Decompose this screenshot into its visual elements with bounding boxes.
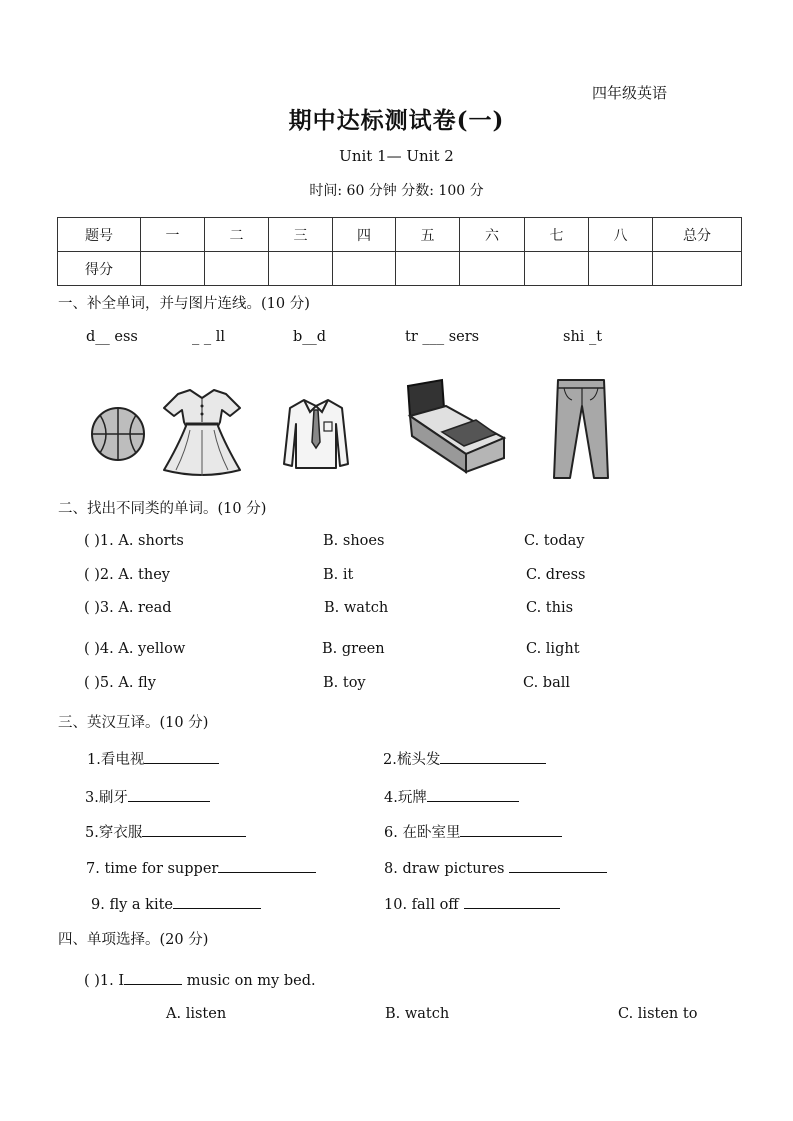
table-cell: 总分 bbox=[653, 218, 742, 252]
translation-item bbox=[87, 748, 219, 769]
question-option-a: ( )4. A. yellow bbox=[84, 641, 186, 657]
translation-prompt: 7. time for supper bbox=[86, 861, 219, 877]
choice-option-c[interactable]: C. listen to bbox=[618, 1006, 698, 1022]
translation-item bbox=[91, 894, 261, 913]
translation-prompt: 1.看电视 bbox=[87, 752, 145, 768]
translation-item bbox=[384, 821, 562, 842]
translation-prompt: 6. 在卧室里 bbox=[384, 825, 461, 841]
translation-item bbox=[384, 786, 519, 807]
question-suffix: music on my bed. bbox=[182, 973, 316, 989]
dress-icon bbox=[160, 386, 244, 480]
answer-blank[interactable] bbox=[464, 894, 560, 909]
word-blank: tr ___ sers bbox=[405, 329, 480, 345]
score-cell[interactable] bbox=[396, 252, 460, 286]
score-table bbox=[57, 217, 742, 286]
answer-blank[interactable] bbox=[440, 749, 546, 764]
translation-prompt: 2.梳头发 bbox=[383, 752, 441, 768]
answer-blank[interactable] bbox=[509, 858, 607, 873]
answer-blank[interactable] bbox=[142, 822, 246, 837]
word-blank: d__ ess bbox=[86, 329, 138, 345]
page-title: 期中达标测试卷(一) bbox=[288, 107, 505, 134]
table-cell: 五 bbox=[396, 218, 460, 252]
translation-prompt: 5.穿衣服 bbox=[85, 825, 143, 841]
score-cell[interactable] bbox=[589, 252, 653, 286]
table-cell: 八 bbox=[589, 218, 653, 252]
choice-option-b[interactable]: B. watch bbox=[385, 1006, 450, 1022]
answer-blank[interactable] bbox=[128, 787, 210, 802]
score-table-header-row bbox=[58, 218, 742, 252]
section-3-title: 三、英汉互译。(10 分) bbox=[58, 715, 209, 731]
table-cell: 四 bbox=[333, 218, 396, 252]
trousers-icon bbox=[550, 376, 612, 482]
translation-item bbox=[86, 858, 316, 877]
table-cell: 得分 bbox=[58, 252, 141, 286]
word-blank: shi _t bbox=[563, 329, 603, 345]
score-cell[interactable] bbox=[333, 252, 396, 286]
translation-item bbox=[85, 821, 246, 842]
shirt-icon bbox=[280, 396, 352, 472]
score-table-score-row bbox=[58, 252, 742, 286]
choice-option-a[interactable]: A. listen bbox=[166, 1006, 227, 1022]
basketball-icon bbox=[88, 404, 148, 464]
question-option-c: C. dress bbox=[526, 567, 586, 583]
translation-prompt: 9. fly a kite bbox=[91, 897, 174, 913]
translation-prompt: 4.玩牌 bbox=[384, 790, 427, 806]
table-cell: 七 bbox=[525, 218, 589, 252]
word-blank: _ _ ll bbox=[192, 329, 225, 345]
question-option-b: B. watch bbox=[324, 600, 389, 616]
question-option-a: ( )1. A. shorts bbox=[84, 533, 184, 549]
table-cell: 二 bbox=[205, 218, 269, 252]
question-option-c: C. light bbox=[526, 641, 580, 657]
section-1-title: 一、补全单词，并与图片连线。(10 分) bbox=[58, 296, 310, 312]
answer-blank[interactable] bbox=[427, 787, 519, 802]
table-cell: 六 bbox=[460, 218, 525, 252]
score-cell[interactable] bbox=[653, 252, 742, 286]
question-option-b: B. it bbox=[323, 567, 354, 583]
time-score-info: 时间: 60 分钟 分数: 100 分 bbox=[309, 183, 484, 199]
translation-prompt: 10. fall off bbox=[384, 897, 459, 913]
answer-blank[interactable] bbox=[173, 894, 261, 909]
translation-prompt: 3.刷牙 bbox=[85, 790, 128, 806]
table-cell: 三 bbox=[269, 218, 333, 252]
score-cell[interactable] bbox=[525, 252, 589, 286]
score-cell[interactable] bbox=[205, 252, 269, 286]
question-option-b: B. toy bbox=[323, 675, 366, 691]
section-2-title: 二、找出不同类的单词。(10 分) bbox=[58, 501, 267, 517]
question-option-b: B. shoes bbox=[323, 533, 385, 549]
page-subtitle: Unit 1— Unit 2 bbox=[339, 147, 454, 165]
question-option-c: C. this bbox=[526, 600, 574, 616]
question-option-c: C. ball bbox=[523, 675, 570, 691]
answer-blank[interactable] bbox=[124, 970, 182, 985]
grade-label: 四年级英语 bbox=[592, 84, 668, 102]
question-option-a: ( )5. A. fly bbox=[84, 675, 156, 691]
score-cell[interactable] bbox=[141, 252, 205, 286]
translation-prompt: 8. draw pictures bbox=[384, 861, 505, 877]
question-option-c: C. today bbox=[524, 533, 585, 549]
question-prefix: ( )1. I bbox=[84, 973, 125, 989]
translation-item bbox=[383, 748, 546, 769]
question-option-a: ( )3. A. read bbox=[84, 600, 172, 616]
score-cell[interactable] bbox=[460, 252, 525, 286]
translation-item bbox=[384, 858, 607, 877]
score-cell[interactable] bbox=[269, 252, 333, 286]
choice-question bbox=[84, 970, 316, 989]
section-4-title: 四、单项选择。(20 分) bbox=[58, 932, 209, 948]
table-cell: 一 bbox=[141, 218, 205, 252]
word-blank: b__d bbox=[293, 329, 327, 345]
bed-icon bbox=[402, 378, 508, 474]
question-option-b: B. green bbox=[322, 641, 385, 657]
translation-item bbox=[384, 894, 560, 913]
question-option-a: ( )2. A. they bbox=[84, 567, 170, 583]
answer-blank[interactable] bbox=[218, 858, 316, 873]
table-cell: 题号 bbox=[58, 218, 141, 252]
translation-item bbox=[85, 786, 210, 807]
answer-blank[interactable] bbox=[460, 822, 562, 837]
answer-blank[interactable] bbox=[144, 749, 219, 764]
